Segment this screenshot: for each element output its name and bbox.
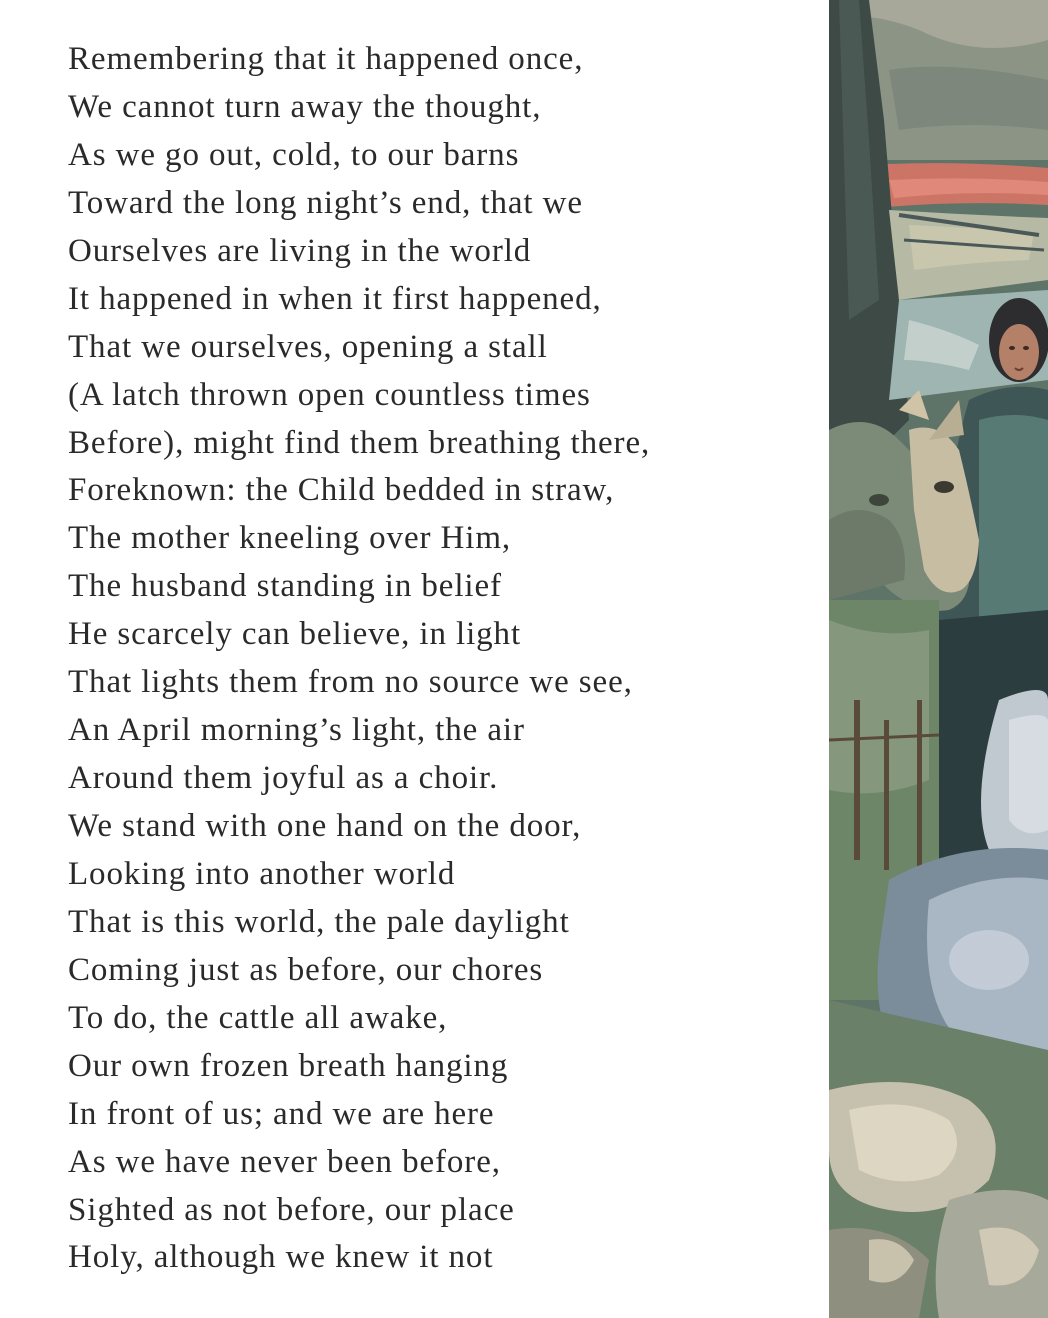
poem-line: He scarcely can believe, in light bbox=[68, 616, 522, 653]
poem-line: The husband standing in belief bbox=[68, 568, 502, 605]
poem-line: It happened in when it first happened, bbox=[68, 280, 602, 317]
poem-line: Sighted as not before, our place bbox=[68, 1191, 515, 1228]
poem-text bbox=[68, 36, 808, 1282]
poem-line: That we ourselves, opening a stall bbox=[68, 328, 548, 365]
poem-line: We cannot turn away the thought, bbox=[68, 88, 542, 125]
poem-line: The mother kneeling over Him, bbox=[68, 520, 512, 557]
poem-line: Ourselves are living in the world bbox=[68, 232, 532, 269]
poem-line: That lights them from no source we see, bbox=[68, 664, 633, 701]
poem-line: Remembering that it happened once, bbox=[68, 41, 584, 77]
poem-line: To do, the cattle all awake, bbox=[68, 999, 448, 1036]
poem-line: (A latch thrown open countless times bbox=[68, 376, 591, 413]
poem-line: Toward the long night’s end, that we bbox=[68, 184, 583, 221]
poem-line: Holy, although we knew it not bbox=[68, 1239, 494, 1276]
poem-line: Around them joyful as a choir. bbox=[68, 760, 499, 797]
painting-image bbox=[829, 0, 1048, 1318]
poem-line: As we go out, cold, to our barns bbox=[68, 136, 520, 173]
poem-line: That is this world, the pale daylight bbox=[68, 903, 570, 940]
poem-line: Foreknown: the Child bedded in straw, bbox=[68, 472, 615, 509]
poem-line: An April morning’s light, the air bbox=[68, 712, 525, 749]
poem-line: In front of us; and we are here bbox=[68, 1095, 495, 1132]
poem-line: As we have never been before, bbox=[68, 1143, 501, 1180]
poem-line: We stand with one hand on the door, bbox=[68, 808, 582, 844]
poem-line: Looking into another world bbox=[68, 855, 456, 892]
poem-line: Before), might find them breathing there, bbox=[68, 424, 651, 461]
poem-line: Our own frozen breath hanging bbox=[68, 1047, 509, 1084]
poem-line: Coming just as before, our chores bbox=[68, 951, 544, 988]
